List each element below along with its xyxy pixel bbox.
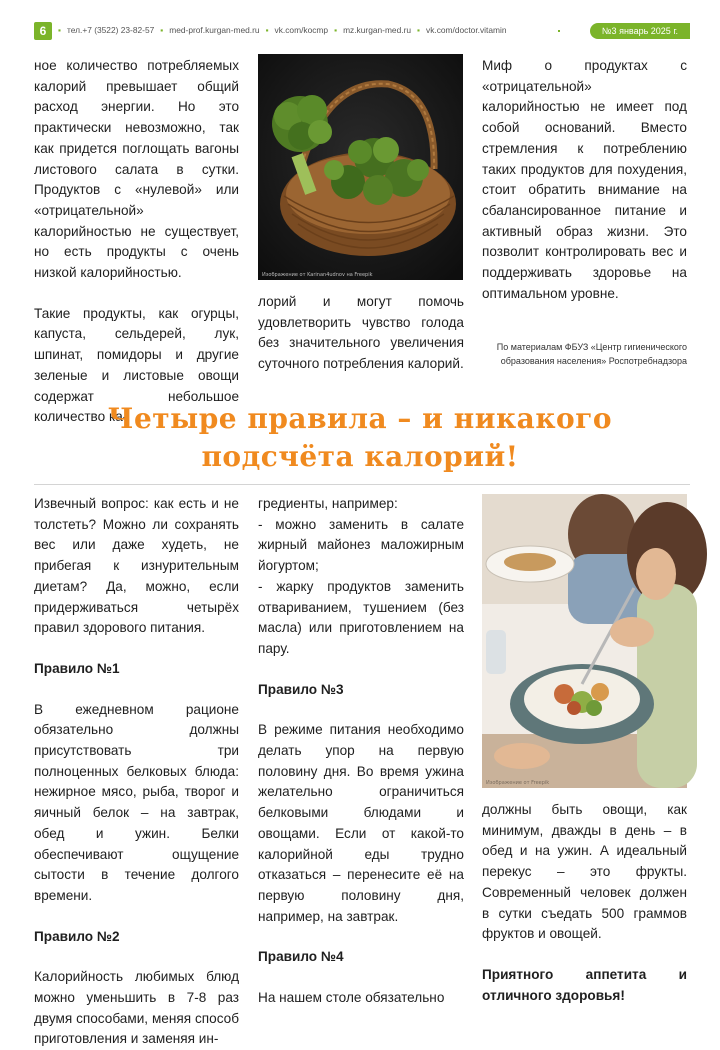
source-credit: По материалам ФБУЗ «Центр гигиенического образования населения» Роспотребнадзора [496,342,687,366]
header-site-link[interactable]: med-prof.kurgan-med.ru [169,25,260,35]
paragraph: В ежедневном рационе обязательно должны присутствовать три полноценных белковых блюда: нежирное мясо, рыба, творог и яичный белок – на завтрак, обед и ужин. Белки обеспечивают ощущение сытости в течение долгого времени. [34,701,239,903]
paragraph: На нашем столе обязательно [258,990,445,1006]
article-column-3 [482,56,687,304]
bullet-icon: ▪ [265,25,269,35]
bullet-icon: ▪ [417,25,420,35]
article-headline [30,400,690,476]
closing-wish: Приятного аппетита и отличного здоровья! [482,966,687,1003]
article-column-2 [258,292,464,375]
header-vk-link[interactable]: vk.com/doctor.vitamin [426,25,507,35]
broccoli-illustration [258,54,463,280]
woman-eating-salad-photo [482,494,687,788]
headline-line-1: Четыре правила – и никакого [107,402,613,435]
broccoli-basket-photo [258,54,463,280]
paragraph: гредиенты, например: [258,496,398,511]
rule-heading: Правило №4 [258,949,344,965]
article-column-4 [34,494,239,1050]
paragraph: Калорийность любимых блюд можно уменьшить в 7-8 раз двумя способами, меняя способ приготовления и заменяя ин- [34,969,239,1047]
header-phone: тел.+7 (3522) 23-82-57 [66,25,155,35]
rule-heading: Правило №2 [34,928,120,944]
header-vk-link[interactable]: vk.com/kocmp [274,25,329,35]
header-site-link[interactable]: mz.kurgan-med.ru [343,25,412,35]
rule-heading: Правило №1 [34,660,120,676]
article-column-5 [258,494,464,1009]
page-header [34,22,690,40]
paragraph: Миф о продуктах с «отрицательной» калорийностью не имеет под собой оснований. Вместо стремления к потреблению таких продуктов для похудения, стоит обратить внимание на сбалансированное питание и активный образ жизни. Это позволит контролировать вес и поддерживать здоровье на оптимальном уровне. [482,58,687,301]
paragraph: должны быть овощи, как минимум, дважды в день – в обед и на ужин. А идеальный перекус – это фрукты. Современный человек должен в сутки съедать 500 граммов фруктов и овощей. [482,802,687,942]
salad-illustration [482,494,687,788]
paragraph: В режиме питания необходимо делать упор на первую половину дня. Во время ужина желательно ограничиться белковыми блюдами и овощами. Если от какой-то калорийной еды трудно отказаться – перенесите её на первую половину дня, например, на завтрак. [258,722,464,924]
photo-credit: Изображение от Karinan4udnov на Freepik [262,272,373,278]
issue-badge: №3 январь 2025 г. [590,23,690,39]
header-contacts [56,24,558,36]
bullet-icon: ▪ [334,25,338,35]
list-item: - можно заменить в салате жирный майонез маложирным йогуртом; [258,516,464,574]
article-column-6 [482,800,687,1006]
page-number: 6 [34,22,52,40]
bullet-icon: ▪ [160,25,164,35]
list-item: - жарку продуктов заменить отвариванием, тушением (без масла) или приготовлением на пару. [258,578,464,656]
paragraph: Такие продукты, как огурцы, капуста, сельдерей, лук, шпинат, помидоры и другие зеленые и листовые овощи содержат небольшое количество ка- [34,305,239,425]
paragraph: лорий и могут помочь удовлетворить чувство голода без значительного увеличения суточного потребления калорий. [258,294,464,372]
section-divider [34,484,690,485]
paragraph: ное количество потребляемых калорий превышает общий расход энергии. Но это практически невозможно, так как придется поглощать вагоны листового салата в сутки. Продуктов с «нулевой» или «отрицательной» калорийностью не существует, но есть продукты с очень низкой калорийностью. [34,58,239,281]
paragraph: Извечный вопрос: как есть и не толстеть? Можно ли сохранять вес или даже худеть, не прибегая к изнурительным диетам? Да, можно, если придерживаться четырёх правил здорового питания. [34,496,239,636]
article-column-1 [34,56,239,428]
photo-credit: Изображение от Freepik [486,780,550,786]
headline-line-2: подсчёта калорий! [201,440,519,473]
bullet-icon: ▪ [58,25,61,35]
rule-heading: Правило №3 [258,681,344,697]
